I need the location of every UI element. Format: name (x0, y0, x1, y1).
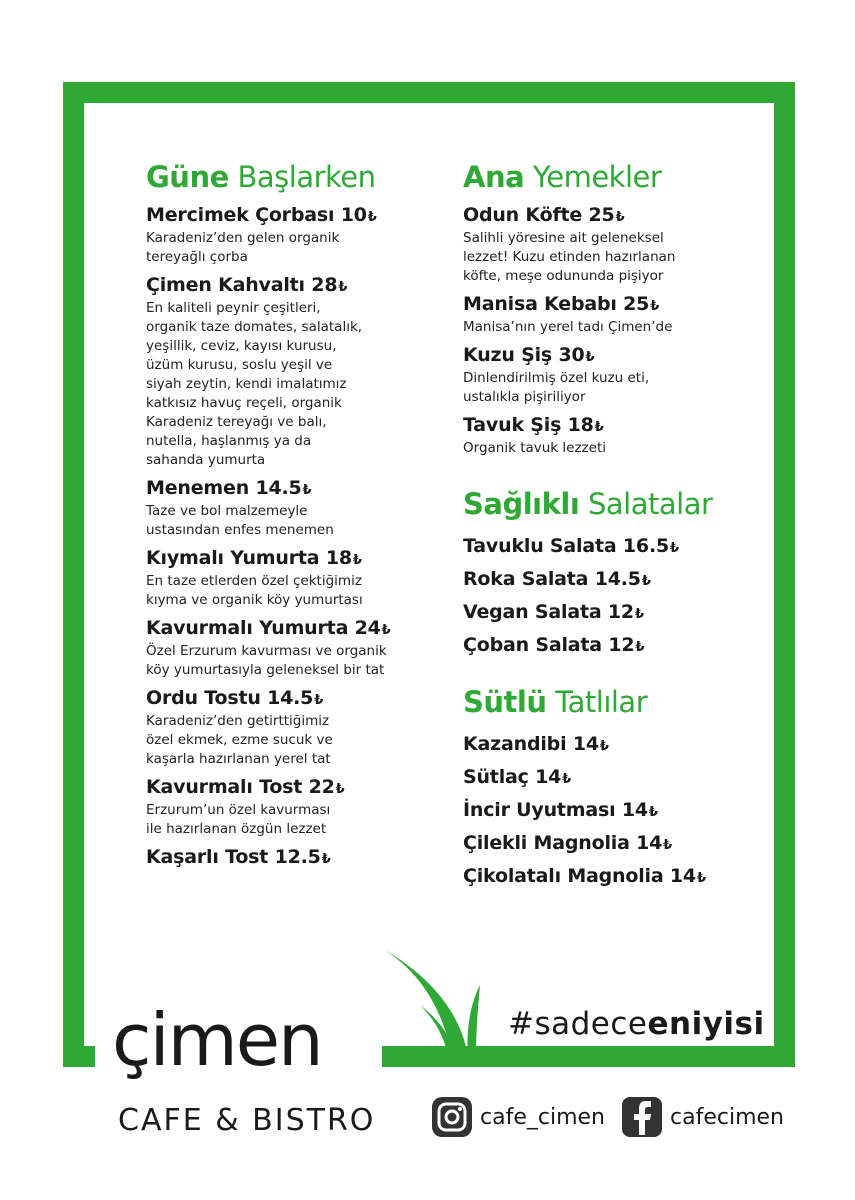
menu-item-description: ustasından enfes menemen (146, 522, 334, 538)
menu-item-description: Organik tavuk lezzeti (463, 440, 606, 456)
menu-item (463, 630, 763, 663)
menu-item-title: Çikolatalı Magnolia (463, 865, 664, 887)
facebook-handle[interactable] (620, 1092, 784, 1142)
menu-item-title: Kazandibi (463, 733, 567, 755)
menu-item-description: Karadeniz’den getirttiğimiz (146, 713, 330, 729)
menu-item (463, 564, 763, 597)
menu-item-price: 12 (607, 601, 634, 623)
menu-item-description: yeşillik, ceviz, kayısı kurusu, (146, 338, 337, 354)
facebook-label: cafecimen (670, 1104, 784, 1130)
menu-item-description: Karadeniz’den gelen organik (146, 230, 340, 246)
menu-item-name (146, 687, 436, 712)
menu-item-price: 14 (636, 832, 663, 854)
currency-symbol: ₺ (381, 623, 391, 638)
currency-symbol: ₺ (599, 739, 609, 754)
currency-symbol: ₺ (670, 541, 679, 556)
menu-item-description: siyah zeytin, kendi imalatımız (146, 376, 347, 392)
menu-item-description: katkısız havuç reçeli, organik (146, 395, 342, 411)
menu-item-price: 30 (558, 344, 585, 366)
menu-item-description: tereyağlı çorba (146, 249, 248, 265)
menu-item-description: sahanda yumurta (146, 452, 266, 468)
currency-symbol: ₺ (338, 280, 348, 295)
brand-logo: çimen (112, 998, 322, 1082)
menu-item-description: En kaliteli peynir çeşitleri, (146, 300, 321, 316)
menu-item-price: 18 (567, 414, 594, 436)
menu-item-description: lezzet! Kuzu etinden hazırlanan (463, 249, 676, 265)
currency-symbol: ₺ (594, 420, 604, 435)
currency-symbol: ₺ (335, 782, 345, 797)
salad-items (463, 531, 763, 663)
instagram-icon (430, 1095, 474, 1139)
menu-item-description: köy yumurtasıyla geleneksel bir tat (146, 662, 385, 678)
menu-item-title: Kuzu Şiş (463, 344, 553, 366)
menu-item (463, 531, 763, 564)
section-title-main-dishes: Ana Yemekler (463, 160, 662, 194)
menu-item-name (146, 846, 436, 871)
menu-item (463, 293, 763, 337)
menu-item-title: Ordu Tostu (146, 687, 261, 709)
left-menu-column (146, 160, 436, 878)
menu-item-price: 25 (588, 204, 615, 226)
menu-item-name (146, 617, 436, 642)
currency-symbol: ₺ (585, 350, 595, 365)
menu-item-name (463, 344, 763, 369)
menu-item (463, 828, 763, 861)
menu-item-name (146, 274, 436, 299)
breakfast-items (146, 204, 436, 871)
hashtag: #sadeceeniyisi (508, 1006, 765, 1042)
menu-item-description: köfte, meşe odununda pişiyor (463, 268, 664, 284)
currency-symbol: ₺ (562, 772, 572, 787)
menu-item (146, 547, 436, 610)
right-menu-column (463, 160, 763, 894)
menu-item (463, 762, 763, 795)
menu-item (146, 617, 436, 680)
menu-item-price: 14.5 (267, 687, 314, 709)
section-title-breakfast: Güne Başlarken (146, 160, 376, 194)
menu-item-title: Sütlaç (463, 766, 529, 788)
menu-item-name (463, 414, 763, 439)
menu-item-price: 28 (311, 274, 338, 296)
menu-item-title: Kıymalı Yumurta (146, 547, 320, 569)
currency-symbol: ₺ (663, 838, 673, 853)
menu-item-price: 14 (669, 865, 696, 887)
menu-item-description: Dinlendirilmiş özel kuzu eti, (463, 370, 650, 386)
menu-item-title: Vegan Salata (463, 601, 602, 623)
menu-item-name (146, 776, 436, 801)
menu-item-title: Odun Köfte (463, 204, 583, 226)
menu-item (146, 846, 436, 871)
menu-item (463, 344, 763, 407)
menu-item-price: 24 (354, 617, 381, 639)
menu-item-description: üzüm kurusu, soslu yeşil ve (146, 357, 333, 373)
currency-symbol: ₺ (650, 299, 660, 314)
facebook-icon (620, 1095, 664, 1139)
menu-item (463, 861, 763, 894)
currency-symbol: ₺ (367, 210, 377, 225)
frame-bottom-left-border (63, 1046, 95, 1067)
menu-item-price: 12.5 (274, 846, 321, 868)
menu-item (146, 477, 436, 540)
menu-item (463, 795, 763, 828)
menu-item-price: 22 (308, 776, 335, 798)
menu-item-title: Kavurmalı Yumurta (146, 617, 349, 639)
menu-item-title: İncir Uyutması (463, 799, 616, 821)
menu-item-description: Erzurum’un özel kavurması (146, 802, 331, 818)
menu-item-title: Roka Salata (463, 568, 589, 590)
dessert-items (463, 729, 763, 894)
menu-item-title: Kavurmalı Tost (146, 776, 303, 798)
menu-item-description: organik taze domates, salatalık, (146, 319, 363, 335)
menu-item-title: Manisa Kebabı (463, 293, 617, 315)
menu-item-description: özel ekmek, ezme sucuk ve (146, 732, 333, 748)
menu-item-title: Çoban Salata (463, 634, 602, 656)
currency-symbol: ₺ (302, 483, 312, 498)
menu-item (146, 687, 436, 769)
menu-item-title: Çimen Kahvaltı (146, 274, 305, 296)
menu-item-name (146, 477, 436, 502)
menu-item-description: Salihli yöresine ait geleneksel (463, 230, 664, 246)
menu-item-name (463, 204, 763, 229)
menu-item-description: Özel Erzurum kavurması ve organik (146, 643, 387, 659)
menu-item (463, 204, 763, 286)
currency-symbol: ₺ (615, 210, 625, 225)
menu-item-title: Mercimek Çorbası (146, 204, 335, 226)
currency-symbol: ₺ (321, 852, 331, 867)
menu-item (463, 597, 763, 630)
menu-item-description: Taze ve bol malzemeyle (146, 503, 308, 519)
menu-item-description: ile hazırlanan özgün lezzet (146, 821, 327, 837)
menu-item-description: Manisa’nın yerel tadı Çimen’de (463, 319, 673, 335)
currency-symbol: ₺ (634, 607, 644, 622)
section-title-desserts: Sütlü Tatlılar (463, 685, 648, 719)
currency-symbol: ₺ (635, 640, 645, 655)
instagram-label: cafe_cimen (480, 1104, 605, 1130)
frame-top-border (63, 82, 795, 103)
menu-item-description: kıyma ve organik köy yumurtası (146, 592, 363, 608)
menu-item-title: Menemen (146, 477, 250, 499)
currency-symbol: ₺ (352, 553, 362, 568)
menu-item-description: kaşarla hazırlanan yerel tat (146, 751, 331, 767)
grass-icon (380, 945, 490, 1065)
menu-item-description: nutella, haşlanmış ya da (146, 433, 312, 449)
menu-item-description: ustalıkla pişiriliyor (463, 389, 586, 405)
menu-item (146, 274, 436, 470)
menu-item-name (146, 204, 436, 229)
menu-item-price: 12 (608, 634, 635, 656)
menu-item-price: 16.5 (622, 535, 669, 557)
section-title-salads: Sağlıklı Salatalar (463, 487, 713, 521)
menu-item-title: Tavuk Şiş (463, 414, 562, 436)
menu-item-price: 14.5 (594, 568, 641, 590)
menu-item-price: 14 (535, 766, 562, 788)
currency-symbol: ₺ (696, 871, 706, 886)
menu-item (463, 414, 763, 458)
frame-right-border (774, 82, 795, 1067)
currency-symbol: ₺ (314, 693, 324, 708)
instagram-handle[interactable] (430, 1092, 605, 1142)
menu-item-title: Tavuklu Salata (463, 535, 617, 557)
menu-item-price: 10 (340, 204, 367, 226)
brand-tagline: CAFE & BISTRO (118, 1103, 376, 1138)
menu-item-description: En taze etlerden özel çektiğimiz (146, 573, 362, 589)
currency-symbol: ₺ (648, 805, 658, 820)
menu-item-name (146, 547, 436, 572)
menu-item-title: Çilekli Magnolia (463, 832, 630, 854)
menu-item-price: 18 (325, 547, 352, 569)
menu-item-description: Karadeniz tereyağı ve balı, (146, 414, 327, 430)
menu-item-title: Kaşarlı Tost (146, 846, 269, 868)
menu-item-price: 14 (621, 799, 648, 821)
menu-item-name (463, 293, 763, 318)
frame-left-border (63, 82, 84, 1067)
menu-item (146, 776, 436, 839)
main-dish-items (463, 204, 763, 458)
menu-item (146, 204, 436, 267)
menu-item (463, 729, 763, 762)
currency-symbol: ₺ (641, 574, 651, 589)
menu-item-price: 25 (623, 293, 650, 315)
menu-item-price: 14 (572, 733, 599, 755)
menu-item-price: 14.5 (255, 477, 302, 499)
